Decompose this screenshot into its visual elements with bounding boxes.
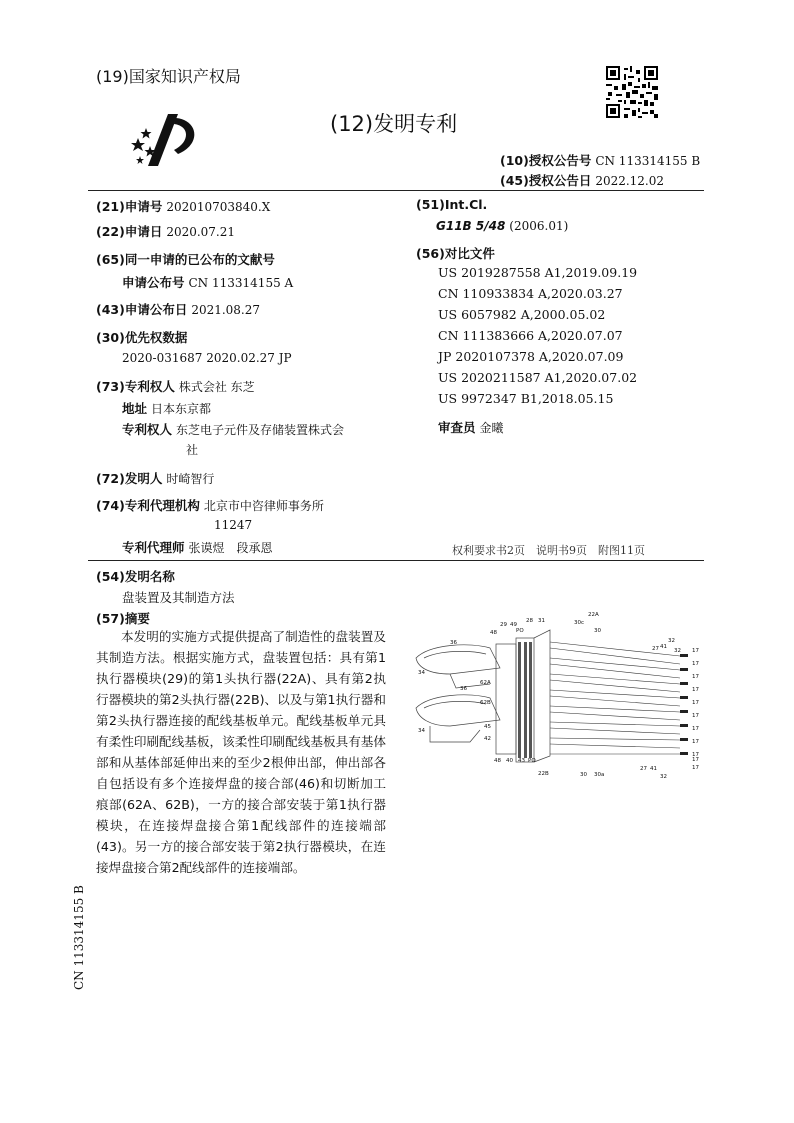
invention-title: 盘装置及其制造方法 (122, 590, 235, 605)
agency-code: 11247 (214, 518, 253, 532)
pub-doc-label: (65)同一申请的已公布的文献号 (96, 252, 275, 267)
intcl-heading (416, 197, 487, 212)
pub-no-row (122, 273, 293, 291)
grant-date-label: (45)授权公告日 (500, 173, 592, 188)
figure-label: 17 (692, 713, 699, 719)
abstract-body (96, 626, 386, 878)
figure-label: 17 (692, 648, 699, 654)
examiner: 金曦 (479, 421, 504, 435)
patentee-label: (73)专利权人 (96, 379, 175, 394)
figure-label: 17 (692, 674, 699, 680)
title-label: (54)发明名称 (96, 569, 175, 584)
agency-code-row (214, 517, 252, 532)
agent-label: 专利代理师 (122, 540, 185, 555)
cited-ref: CN 111383666 A,2020.07.07 (438, 328, 623, 343)
pub-date: 2021.08.27 (191, 303, 261, 317)
figure-label: 17 (692, 726, 699, 732)
abstract-label: (57)摘要 (96, 611, 150, 626)
agent-row (122, 538, 273, 556)
pub-doc-heading (96, 250, 275, 268)
figure-label: 29 (500, 622, 507, 628)
figure-label: 48 (494, 758, 501, 764)
figure-label: 17 (692, 700, 699, 706)
figure-label: 17 (692, 757, 699, 763)
page-count: 权利要求书2页 说明书9页 附图11页 (452, 544, 645, 557)
examiner-row (438, 418, 504, 436)
side-publication-number: CN 113314155 B (72, 885, 86, 990)
figure-label: 43 (518, 758, 525, 764)
address-row (122, 399, 211, 417)
figure-label: 45 (484, 724, 491, 730)
document-kind: (12)发明专利 (330, 112, 458, 136)
figure-label: 30c (574, 620, 585, 626)
inventor-row (96, 469, 214, 487)
agent: 张谟煜 段承恩 (188, 541, 273, 555)
body-divider (88, 560, 704, 561)
intcl-year: (2006.01) (509, 219, 569, 233)
office-name: (19)国家知识产权局 (96, 67, 241, 86)
cited-heading (416, 244, 495, 262)
cited-label: (56)对比文件 (416, 246, 495, 261)
figure-label: 17 (692, 765, 699, 771)
qr-code-icon[interactable] (606, 66, 658, 118)
patentee2-cont (186, 441, 198, 458)
figure-label: 30a (594, 772, 605, 778)
cited-ref: US 9972347 B1,2018.05.15 (438, 391, 614, 406)
priority-label: (30)优先权数据 (96, 330, 188, 345)
cnipa-logo-icon (128, 110, 208, 170)
figure-label: 48 (490, 630, 497, 636)
patentee: 株式会社 东芝 (178, 380, 255, 394)
patentee2-line1: 东芝电子元件及存储装置株式会 (176, 423, 345, 437)
priority-data (122, 350, 292, 365)
figure-label: PO (528, 758, 536, 764)
figure-label: 17 (692, 661, 699, 667)
figure-label: 27 (652, 646, 659, 652)
figure-label: 40 (506, 758, 513, 764)
app-date: 2020.07.21 (166, 225, 236, 239)
figure-label: 32 (660, 774, 667, 780)
agency-label: (74)专利代理机构 (96, 498, 200, 513)
figure-drawing (410, 608, 710, 793)
grant-number: CN 113314155 B (595, 154, 701, 168)
pub-no: CN 113314155 A (188, 276, 294, 290)
inventor: 时崎智行 (166, 472, 215, 486)
pub-no-label: 申请公布号 (122, 275, 185, 290)
figure-label: 17 (692, 752, 699, 758)
agency: 北京市中咨律师事务所 (203, 499, 324, 513)
app-date-label: (22)申请日 (96, 224, 163, 239)
intcl-row (436, 218, 568, 233)
cited-ref: JP 2020107378 A,2020.07.09 (438, 349, 624, 364)
figure-label: 32 (674, 648, 681, 654)
figure-label: 62B (480, 700, 491, 706)
intcl-code: G11B 5/48 (436, 219, 506, 233)
figure-label: 32 (668, 638, 675, 644)
figure-label: 22B (538, 771, 549, 777)
priority-value: 2020-031687 2020.02.27 JP (122, 351, 292, 365)
figure-label: 34 (418, 728, 425, 734)
app-date-row (96, 222, 235, 240)
address: 日本东京都 (151, 402, 212, 416)
title-heading (96, 567, 175, 585)
abstract-heading (96, 609, 150, 627)
pub-date-label: (43)申请公布日 (96, 302, 188, 317)
grant-number-row (500, 151, 700, 169)
grant-date-row (500, 171, 664, 189)
figure-label: 36 (450, 640, 457, 646)
header-divider (88, 190, 704, 191)
examiner-label: 审查员 (438, 420, 476, 435)
figure-label: 17 (692, 687, 699, 693)
address-label: 地址 (122, 401, 148, 416)
grant-date: 2022.12.02 (595, 174, 665, 188)
app-no-label: (21)申请号 (96, 199, 163, 214)
app-no: 202010703840.X (166, 200, 271, 214)
cited-ref: CN 110933834 A,2020.03.27 (438, 286, 623, 301)
figure-label: 41 (650, 766, 657, 772)
cited-ref: US 6057982 A,2000.05.02 (438, 307, 606, 322)
figure-label: 30 (580, 772, 587, 778)
patentee2-line2: 社 (186, 443, 199, 457)
patentee2-label: 专利权人 (122, 422, 173, 437)
app-no-row (96, 197, 270, 215)
figure-label: 17 (692, 739, 699, 745)
figure-label: 49 (510, 622, 517, 628)
intcl-label: (51)Int.Cl. (416, 197, 488, 212)
priority-heading (96, 328, 187, 346)
figure-label: 42 (484, 736, 491, 742)
figure-label: 34 (418, 670, 425, 676)
figure-label: 28 (526, 618, 533, 624)
figure-label: 62A (480, 680, 491, 686)
agency-row (96, 496, 324, 514)
inventor-label: (72)发明人 (96, 471, 163, 486)
figure-label: 27 (640, 766, 647, 772)
patentee-row (96, 377, 255, 395)
figure-label: 41 (660, 644, 667, 650)
figure-label: 31 (538, 618, 545, 624)
figure-label: 30 (594, 628, 601, 634)
cited-ref: US 2019287558 A1,2019.09.19 (438, 265, 638, 280)
pub-date-row (96, 300, 260, 318)
abstract-text: 本发明的实施方式提供提高了制造性的盘装置及其制造方法。根据实施方式，盘装置包括：具有第1执行器模块(29)的第1头执行器(22A)、具有第2执行器模块的第2头执行器(22B)、以及与第1执行器和第2头执行器连接的配线基板单元。配线基板单元具有柔性印刷配线基板，该柔性印刷配线基板具有基体部和从基体部延伸出来的至少2根伸出部，伸出部各自包括设有多个连接焊盘的接合部(46)和切断加工痕部(62A、62B)，一方的接合部安装于第1执行器模块，在连接焊盘接合第1配线部件的连接端部(43)。另一方的接合部安装于第2执行器模块，在连接焊盘接合第2配线部件的连接端部。 (96, 629, 386, 875)
patentee2-row (122, 420, 344, 438)
cited-ref: US 2020211587 A1,2020.07.02 (438, 370, 638, 385)
grant-number-label: (10)授权公告号 (500, 153, 592, 168)
figure-label: 22A (588, 612, 599, 618)
figure-label: PO (516, 628, 524, 634)
figure-label: 36 (460, 686, 467, 692)
